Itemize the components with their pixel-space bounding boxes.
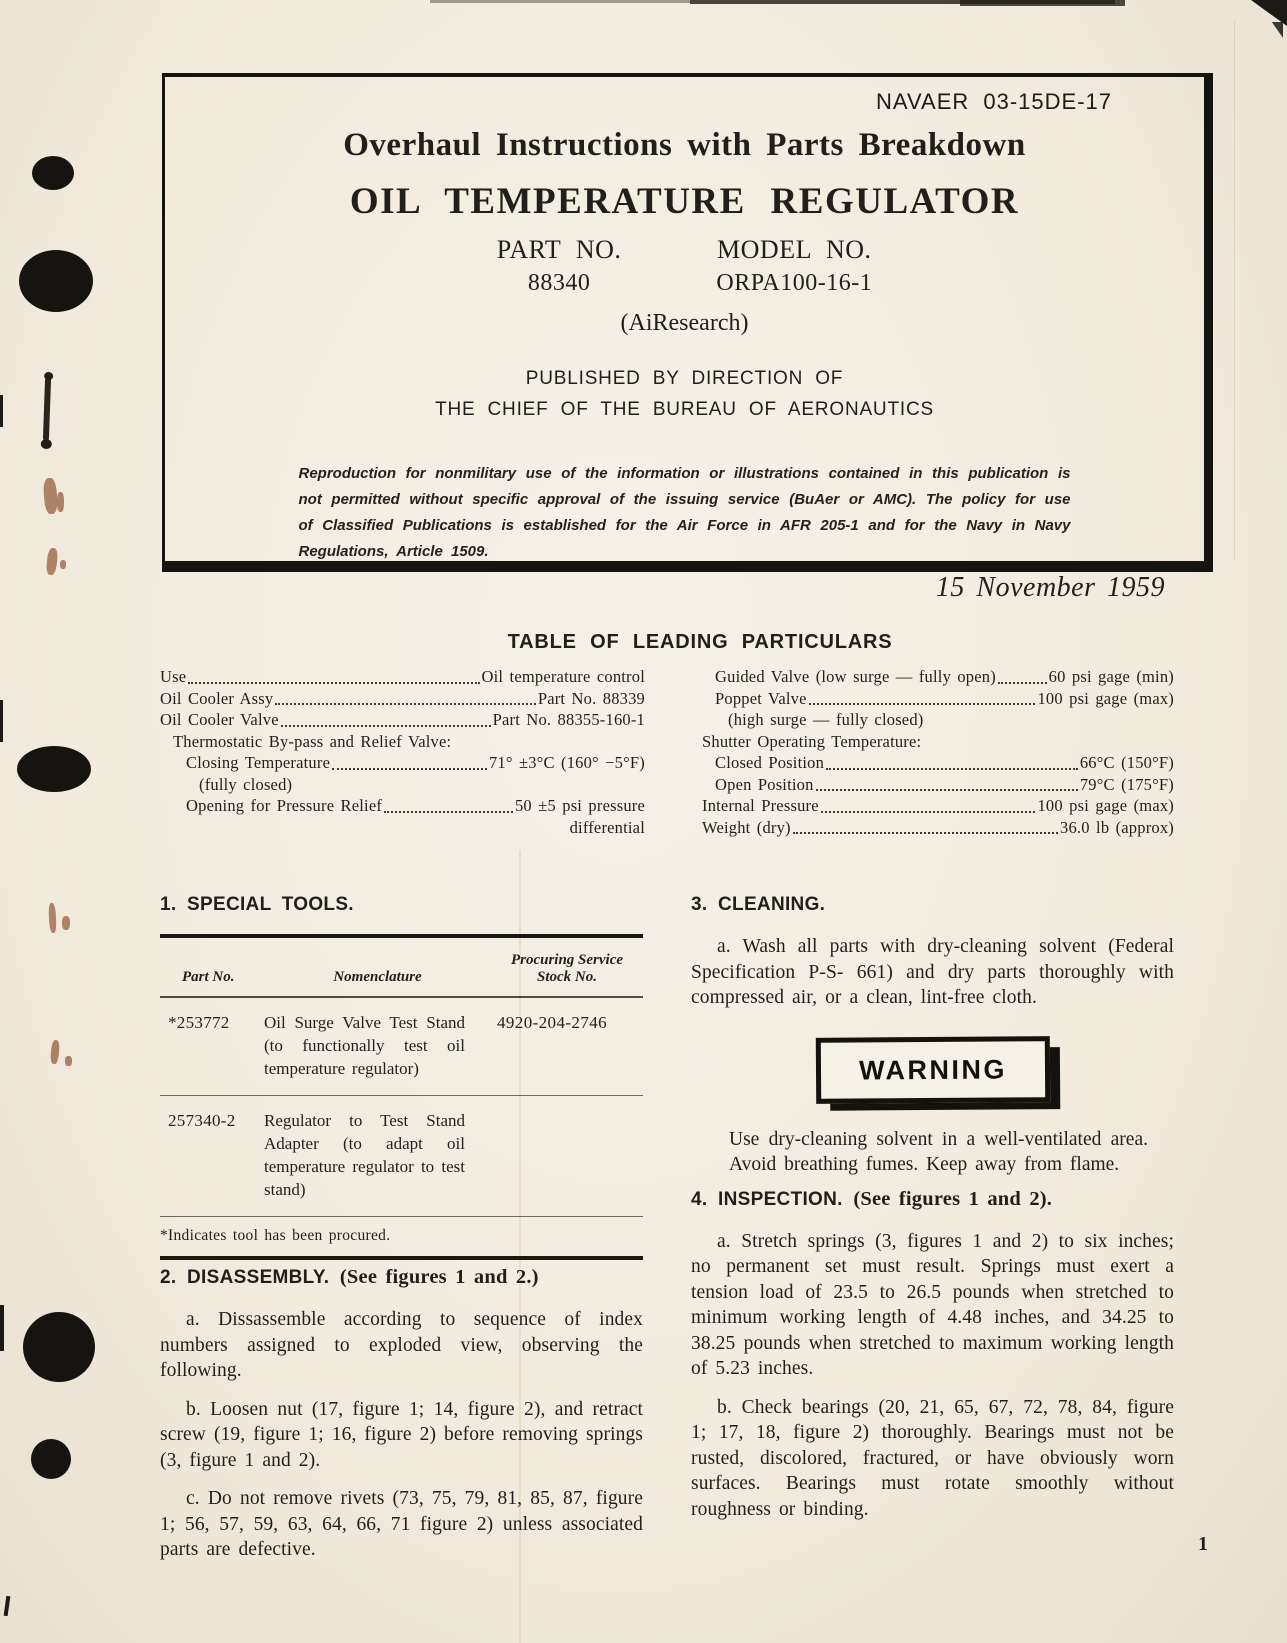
dot-leader — [821, 811, 1036, 813]
particular-row: Oil Cooler Assy Part No. 88339 — [160, 688, 645, 708]
binder-hole-mark — [31, 1439, 71, 1479]
particular-row: Use Oil temperature control — [160, 667, 645, 686]
dot-leader — [275, 703, 535, 705]
table-footnote: *Indicates tool has been procured. — [160, 1227, 391, 1244]
issue-date: 15 November 1959 — [935, 572, 1165, 603]
page-corner-fold-mark — [1251, 0, 1287, 26]
reproduction-notice: Reproduction for nonmilitary use of the information or illustrations contained in this publication is not permitted without specific approval of the issuing service (BuAer or AMC). The policy for use of Classified Publications is established for the Air Force in AFR 205-1 and for the Navy in Navy Regulations, Article 1509. — [298, 465, 1071, 560]
body-columns — [160, 888, 1174, 1576]
warning-box — [815, 1036, 1049, 1104]
rust-smudge — [62, 916, 70, 930]
tool-cell-part: *253772 — [168, 1013, 230, 1032]
particular-row: Opening for Pressure Relief 50 ±5 psi pressure — [186, 796, 645, 815]
tool-cell-nom: Regulator to Test Stand Adapter (to adapt oil temperature regulator to test stand) — [264, 1111, 465, 1199]
paragraph: a. Wash all parts with dry-cleaning solvent (Federal Specification P-S- 661) and dry parts thoroughly with compressed air, or a clean, lint-free cloth. — [691, 936, 1174, 1008]
scan-left-edge-mark — [0, 395, 3, 427]
particular-row: (fully closed) — [199, 774, 293, 794]
warning-label: WARNING — [858, 1053, 1007, 1085]
particular-row: Poppet Valve 100 psi gage (max) — [715, 688, 1174, 708]
rust-smudge — [50, 1040, 60, 1065]
rust-smudge — [60, 560, 66, 569]
particular-row: (high surge — fully closed) — [728, 710, 924, 729]
special-tools-table-header — [160, 938, 643, 998]
dot-leader — [816, 789, 1078, 791]
document-type-title: Overhaul Instructions with Parts Breakdown — [343, 127, 1026, 163]
particular-row: Weight (dry) 36.0 lb (approx) — [702, 817, 1174, 837]
paragraph: b. Check bearings (20, 21, 65, 67, 72, 78, 84, figure 1; 17, 18, figure 2) thoroughly. Bearings must not be rusted, discolored, fractured, or have obviously worn surfaces. Bearings must rotate smoothly without roughness or binding. — [691, 1396, 1174, 1520]
paper-edge-line — [1234, 20, 1235, 560]
rust-smudge — [46, 548, 59, 576]
published-line-2: THE CHIEF OF THE BUREAU OF AERONAUTICS — [435, 399, 934, 420]
dot-leader — [384, 811, 513, 813]
warning-box-wrap — [691, 1037, 1174, 1103]
binder-hole-mark — [19, 250, 93, 312]
leading-particulars — [160, 666, 1174, 838]
scan-left-edge-mark — [0, 700, 3, 742]
rust-smudge — [65, 1056, 72, 1066]
col-header-stock-no: Procuring Service Stock No. — [510, 952, 624, 985]
particular-row: Open Position 79°C (175°F) — [715, 774, 1174, 794]
tool-cell-nom: Oil Surge Valve Test Stand (to functionally test oil temperature regulator) — [264, 1013, 465, 1078]
dot-leader — [188, 682, 479, 684]
model-number-block — [716, 235, 872, 297]
model-no-label: MODEL NO. — [717, 235, 872, 264]
left-column — [160, 888, 643, 1576]
binder-hole-mark — [17, 746, 91, 792]
dot-leader — [281, 725, 491, 727]
scan-left-edge-mark — [0, 1305, 4, 1351]
equipment-title: OIL TEMPERATURE REGULATOR — [349, 181, 1020, 222]
part-no-value: 88340 — [527, 270, 591, 296]
dot-leader — [826, 768, 1078, 770]
publication-number: NAVAER 03-15DE-17 — [876, 89, 1112, 114]
dot-leader — [998, 682, 1047, 684]
section-heading-disassembly: 2. DISASSEMBLY. (See figures 1 and 2.) — [160, 1266, 539, 1288]
particular-row: Closed Position 66°C (150°F) — [715, 753, 1174, 772]
col-header-part-no: Part No. — [182, 969, 235, 985]
particular-row: Guided Valve (low surge — fully open) 60 psi gage (min) — [715, 667, 1174, 686]
particular-row: Thermostatic By-pass and Relief Valve: — [173, 731, 452, 751]
part-number-block — [497, 235, 622, 297]
tool-cell-part: 257340-2 — [168, 1111, 236, 1130]
binder-hole-mark — [23, 1312, 95, 1382]
dot-leader — [809, 703, 1036, 705]
dot-leader — [332, 768, 487, 770]
model-no-value: ORPA100-16-1 — [716, 270, 873, 296]
scan-top-edge-mark — [430, 0, 690, 3]
tool-cell-stock: 4920-204-2746 — [497, 1013, 608, 1032]
col-header-nomenclature: Nomenclature — [333, 969, 422, 985]
paragraph: c. Do not remove rivets (73, 75, 79, 81, 85, 87, figure 1; 56, 57, 59, 63, 64, 66, 71 figure 2) unless associated parts are defective. — [160, 1488, 643, 1560]
section-heading-inspection: 4. INSPECTION. (See figures 1 and 2). — [691, 1187, 1053, 1210]
page-corner-fold-mark — [1269, 22, 1283, 38]
tool-row — [160, 1096, 643, 1217]
page-number: 1 — [1198, 1533, 1209, 1555]
paragraph: a. Dissassemble according to sequence of index numbers assigned to exploded view, observing the following. — [160, 1309, 643, 1381]
part-model-block — [165, 235, 1204, 297]
rust-smudge — [48, 903, 57, 933]
warning-text: Use dry-cleaning solvent in a well-ventilated area. Avoid breathing fumes. Keep away from flame. — [729, 1128, 1148, 1175]
manufacturer-name: (AiResearch) — [620, 310, 749, 336]
special-tools-table-body — [160, 998, 643, 1217]
published-line-1: PUBLISHED BY DIRECTION OF — [525, 368, 844, 389]
paragraph: b. Loosen nut (17, figure 1; 14, figure 2), and retract screw (19, figure 1; 16, figure 2) before removing springs (3, figure 1 and 2). — [160, 1398, 643, 1471]
section-heading-special-tools: 1. SPECIAL TOOLS. — [160, 894, 354, 915]
particular-row: Closing Temperature 71° ±3°C (160° −5°F) — [186, 753, 645, 772]
part-no-label: PART NO. — [496, 235, 622, 264]
scan-left-edge-mark — [4, 1596, 11, 1616]
particular-row: Shutter Operating Temperature: — [702, 731, 922, 751]
rust-smudge — [43, 478, 58, 515]
ink-smudge — [43, 377, 51, 441]
leading-particulars-heading: TABLE OF LEADING PARTICULARS — [507, 631, 893, 653]
particular-row: Internal Pressure 100 psi gage (max) — [702, 796, 1174, 815]
rust-smudge — [57, 492, 64, 512]
tool-row — [160, 998, 643, 1096]
right-column — [691, 888, 1174, 1576]
leading-particulars-right-column — [689, 666, 1174, 838]
inspection-paragraphs — [691, 1229, 1174, 1523]
scan-top-edge-mark — [690, 0, 1115, 4]
tool-cell-stock — [491, 1109, 643, 1201]
scan-top-edge-mark — [960, 0, 1125, 6]
particular-row: Oil Cooler Valve Part No. 88355-160-1 — [160, 710, 645, 729]
title-block-box — [162, 73, 1213, 572]
disassembly-paragraphs — [160, 1307, 643, 1563]
special-tools-table — [160, 934, 643, 1260]
particular-row: differential — [569, 817, 645, 837]
cleaning-paragraphs — [691, 934, 1174, 1011]
dot-leader — [793, 832, 1058, 834]
section-heading-cleaning: 3. CLEANING. — [691, 894, 826, 915]
published-by-lines — [165, 363, 1204, 425]
binder-hole-mark — [32, 156, 74, 190]
paragraph: a. Stretch springs (3, figures 1 and 2) to six inches; no permanent set must result. Springs must exert a tension load of 23.5 to 26.5 pounds when stretched to minimum working length of 4.48 inches, and 34.25 to 38.25 pounds when stretched to maximum working length of 5.23 inches. — [691, 1230, 1174, 1379]
leading-particulars-left-column — [160, 666, 645, 838]
